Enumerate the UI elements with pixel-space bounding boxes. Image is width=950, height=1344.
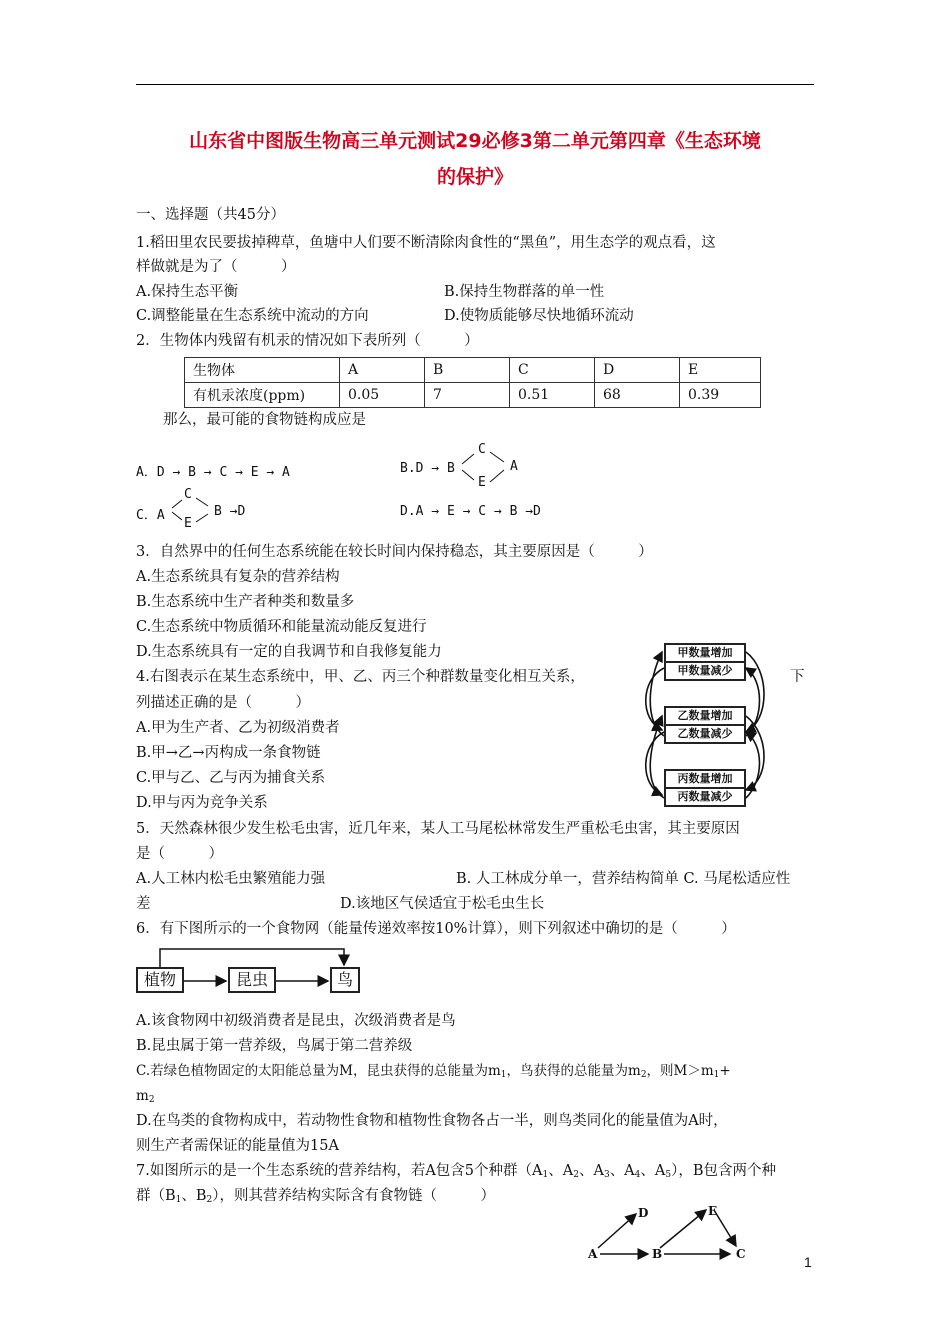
paper-title-line2: 的保护》 [436, 166, 513, 188]
q6-option-c-line2 [136, 1086, 155, 1110]
q7-node-a: A [588, 1247, 598, 1261]
q7-sub: 2 [206, 1195, 213, 1205]
q2-follow: 那么，最可能的食物链构成应是 [163, 412, 366, 428]
q2-option-b-prefix: B.D → B [400, 461, 455, 476]
q6-option-a: A.该食物网中初级消费者是昆虫，次级消费者是鸟 [136, 1013, 456, 1029]
q6-c-part4: + [719, 1063, 731, 1079]
population-b-decrease-box: 乙数量减少 [664, 724, 746, 744]
q1-option-c: C.调整能量在生态系统中流动的方向 [136, 308, 369, 324]
q2-option-c-prefix: C．A [136, 508, 165, 523]
q1-stem-line2: 样做就是为了（ ） [136, 259, 296, 275]
q6-c-part3: ，则M＞m [646, 1063, 714, 1079]
q7-stem-line1 [136, 1161, 776, 1185]
q7-node-d: D [638, 1206, 649, 1220]
q6-c-sub2: 2 [640, 1070, 647, 1080]
table-cell: D [595, 358, 680, 383]
population-a-increase-box: 甲数量增加 [664, 643, 746, 663]
section-heading: 一、选择题（共45分） [136, 207, 285, 223]
q7-stem-line2 [136, 1186, 495, 1210]
q4-option-c: C.甲与乙、乙与丙为捕食关系 [136, 770, 326, 786]
food-web-node-plant: 植物 [136, 967, 184, 993]
food-web-node-insect: 昆虫 [228, 967, 276, 993]
q6-c-sub3: 1 [713, 1070, 720, 1080]
food-web-node-bird: 鸟 [330, 967, 360, 993]
top-rule [136, 84, 814, 85]
mercury-table [184, 357, 761, 408]
q2-option-b-node-c: C [478, 442, 486, 457]
q1-stem-line1: 1.稻田里农民要拔掉稗草，鱼塘中人们要不断清除肉食性的“黑鱼”，用生态学的观点看，这 [136, 235, 716, 251]
q4-option-d: D.甲与丙为竞争关系 [136, 795, 268, 811]
q6-option-c-line1 [136, 1061, 731, 1085]
q7-sub: 1 [542, 1170, 549, 1180]
q7-s6: ），B包含两个种 [671, 1163, 777, 1179]
q5-option-d: D.该地区气侯适宜于松毛虫生长 [340, 896, 545, 912]
q5-option-bc: B. 人工林成分单一，营养结构简单 C. 马尾松适应性 [456, 871, 791, 887]
q3-option-c: C.生态系统中物质循环和能量流动能反复进行 [136, 619, 427, 635]
q4-stem-line1-tail: 下 [790, 669, 805, 685]
table-cell: 68 [595, 383, 680, 408]
q6-option-d-line1: D.在鸟类的食物构成中，若动物性食物和植物性食物各占一半，则鸟类同化的能量值为A时， [136, 1113, 728, 1129]
q2-stem: 2．生物体内残留有机汞的情况如下表所列（ ） [136, 333, 479, 349]
q6-option-d-line2: 则生产者需保证的能量值为15A [136, 1138, 339, 1154]
q5-stem-line1: 5．天然森林很少发生松毛虫害，近几年来，某人工马尾松林常发生严重松毛虫害，其主要原因 [136, 821, 740, 837]
q2-option-c-suffix: B →D [214, 504, 246, 519]
q3-option-a: A.生态系统具有复杂的营养结构 [136, 569, 340, 585]
q1-option-d: D.使物质能够尽快地循环流动 [444, 308, 634, 324]
q7-sub: 4 [634, 1170, 641, 1180]
q7-sub: 5 [665, 1170, 672, 1180]
table-cell: E [680, 358, 761, 383]
q2-option-a: A．D → B → C → E → A [136, 465, 290, 480]
q3-option-b: B.生态系统中生产者种类和数量多 [136, 594, 355, 610]
population-b-increase-box: 乙数量增加 [664, 706, 746, 726]
q6-c-part2: ，鸟获得的总能量为m [506, 1063, 641, 1079]
q6-option-b: B.昆虫属于第一营养级，鸟属于第二营养级 [136, 1038, 413, 1054]
food-web-arrows [130, 945, 370, 995]
q6-stem: 6．有下图所示的一个食物网（能量传递效率按10%计算），则下列叙述中确切的是（ ） [136, 921, 736, 937]
population-a-decrease-box: 甲数量减少 [664, 661, 746, 681]
q2-option-c-node-e: E [184, 516, 192, 531]
q7-s4: 、A [609, 1163, 635, 1179]
q5-option-c-tail: 差 [136, 896, 151, 912]
q3-stem: 3．自然界中的任何生态系统能在较长时间内保持稳态，其主要原因是（ ） [136, 544, 653, 560]
q4-option-b: B.甲→乙→丙构成一条食物链 [136, 745, 321, 761]
q7-food-web-arrows [590, 1200, 760, 1270]
population-cycle-arrows [630, 640, 780, 810]
q7-s3: 、A [578, 1163, 604, 1179]
q4-stem-line1: 4.右图表示在某生态系统中，甲、乙、丙三个种群数量变化相互关系， [136, 669, 585, 685]
q6-c-m: m [136, 1088, 149, 1104]
table-row [185, 383, 761, 408]
q2-option-b-branch-arrows [460, 448, 520, 488]
q2-option-b-node-a: A [510, 459, 518, 474]
q2-option-d: D.A → E → C → B →D [400, 504, 541, 519]
q7-node-e: E [708, 1204, 718, 1218]
q7-sub: 2 [573, 1170, 579, 1180]
q4-option-a: A.甲为生产者、乙为初级消费者 [136, 720, 340, 736]
q3-option-d: D.生态系统具有一定的自我调节和自我修复能力 [136, 644, 442, 660]
table-cell: 有机汞浓度(ppm) [185, 383, 340, 408]
q1-option-b: B.保持生物群落的单一性 [444, 284, 605, 300]
table-cell: 生物体 [185, 358, 340, 383]
q7-node-c: C [736, 1247, 746, 1261]
q6-c-sub1: 1 [500, 1070, 507, 1080]
q5-stem-line2: 是（ ） [136, 846, 223, 862]
table-cell: 7 [425, 383, 510, 408]
q2-option-b-node-e: E [478, 475, 486, 490]
table-cell: A [340, 358, 425, 383]
q7-s1: 7.如图所示的是一个生态系统的营养结构，若A包含5个种群（A [136, 1163, 543, 1179]
q7-s5: 、A [640, 1163, 666, 1179]
q7-node-b: B [652, 1247, 663, 1261]
q1-option-a: A.保持生态平衡 [136, 284, 239, 300]
q7-sub: 1 [175, 1195, 182, 1205]
table-header-row [185, 358, 761, 383]
q7-t1: 群（B [136, 1188, 176, 1204]
q7-t3: ），则其营养结构实际含有食物链（ ） [212, 1188, 496, 1204]
q6-c-part1: C.若绿色植物固定的太阳能总量为M，昆虫获得的总能量为m [136, 1063, 501, 1079]
q6-c-sub4: 2 [148, 1095, 155, 1105]
population-c-decrease-box: 丙数量减少 [664, 787, 746, 807]
population-c-increase-box: 丙数量增加 [664, 769, 746, 789]
paper-title-line1: 山东省中图版生物高三单元测试29必修3第二单元第四章《生态环境 [189, 130, 761, 152]
q2-option-c-node-c: C [184, 487, 192, 502]
page-number: 1 [804, 1254, 812, 1270]
table-cell: C [510, 358, 595, 383]
q2-option-c-branch-arrows [170, 492, 220, 528]
table-cell: B [425, 358, 510, 383]
q5-option-a: A.人工林内松毛虫繁殖能力强 [136, 871, 326, 887]
q7-sub: 3 [603, 1170, 610, 1180]
q7-s2: 、A [548, 1163, 574, 1179]
q4-stem-line2: 列描述正确的是（ ） [136, 695, 310, 711]
table-cell: 0.39 [680, 383, 761, 408]
q7-t2: 、B [181, 1188, 207, 1204]
table-cell: 0.05 [340, 383, 425, 408]
table-cell: 0.51 [510, 383, 595, 408]
